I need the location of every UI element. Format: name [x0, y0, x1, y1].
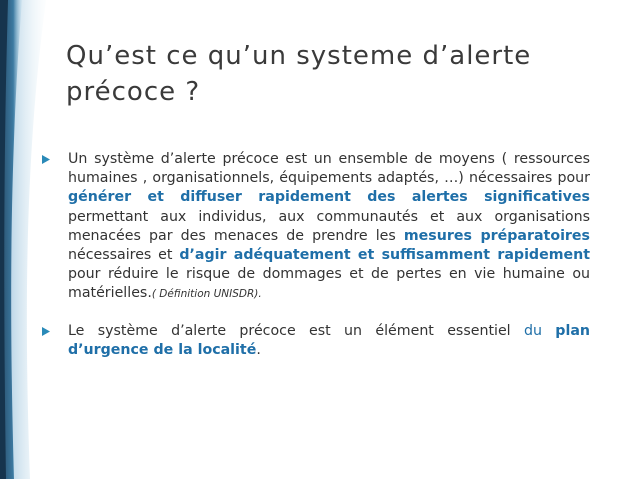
definition-source: ( Définition UNISDR).	[151, 288, 262, 301]
essential-end: .	[256, 341, 261, 358]
definition-text-3: nécessaires et	[68, 247, 180, 264]
essential-space	[542, 323, 555, 339]
triangle-bullet-icon	[40, 326, 51, 337]
definition-text-4: pour réduire le risque de dommages et de pertes en vie humaine ou matérielles.	[68, 266, 590, 302]
bullet-essential-element	[40, 322, 590, 360]
highlight-preparatory-measures: mesures préparatoires	[403, 227, 590, 244]
definition-text: Un système d’alerte précoce est un ensemble de moyens ( ressources humaines , organisationnels, équipements adaptés, …) nécessaires pour	[68, 151, 590, 187]
highlight-generate-alerts: générer et diffuser rapidement des alertes significatives	[68, 189, 590, 206]
highlight-act-quickly: d’agir adéquatement et suffisamment rapidement	[179, 247, 590, 264]
slide-title: Qu’est ce qu’un systeme d’alerte précoce ?	[66, 41, 532, 107]
essential-du: du	[523, 322, 542, 339]
highlight-local-plan: plan d’urgence de la localité	[68, 322, 590, 358]
bullet-definition	[40, 150, 590, 305]
definition-text-2: permettant aux individus, aux communautés et aux organisations menacées par des menaces de prendre les	[68, 208, 590, 244]
bullet-list	[40, 150, 590, 360]
triangle-bullet-icon	[40, 154, 51, 165]
essential-text: Le système d’alerte précoce est un élément essentiel	[68, 322, 524, 339]
